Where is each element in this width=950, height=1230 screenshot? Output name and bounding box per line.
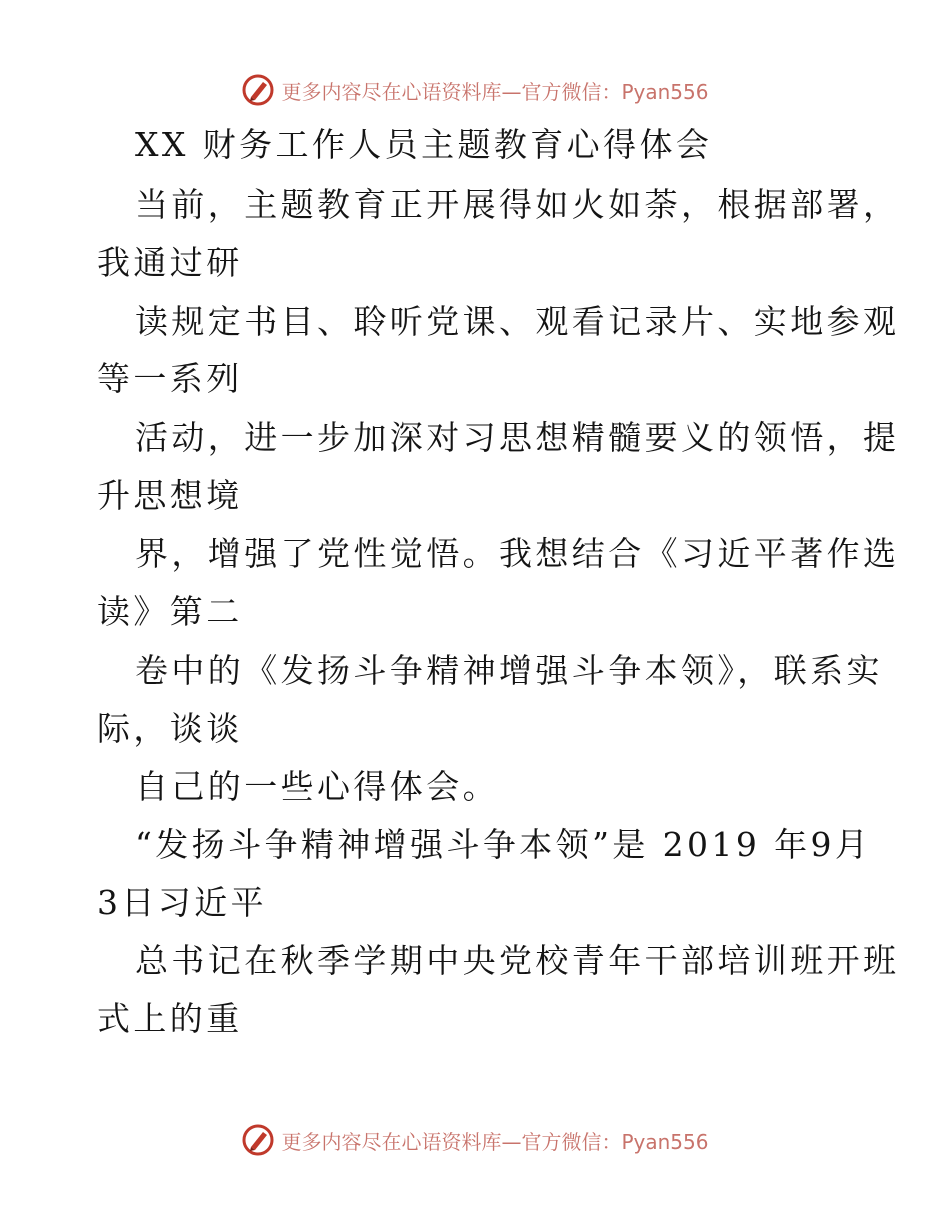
paragraph-line: 读规定书目、聆听党课、观看记录片、实地参观	[135, 302, 900, 341]
footer-banner-text: 更多内容尽在心语资料库—官方微信：Pyan556	[281, 1129, 709, 1154]
paragraph-line: 总书记在秋季学期中央党校青年干部培训班开班	[135, 941, 900, 980]
paragraph-line: 活动，进一步加深对习思想精髓要义的领悟，提	[135, 418, 900, 457]
paragraph-line: 卷中的《发扬斗争精神增强斗争本领》，联系实	[135, 651, 883, 690]
paragraph-line: “发扬斗争精神增强斗争本领”是 2019 年9月	[135, 825, 872, 864]
paragraph-line: 升思想境	[97, 476, 243, 515]
paragraph-line: 界，增强了党性觉悟。我想结合《习近平著作选	[135, 534, 900, 573]
paragraph-line: 我通过研	[97, 243, 243, 282]
paragraph-line: 3日习近平	[97, 883, 267, 922]
paragraph-line: 当前，主题教育正开展得如火如荼，根据部署，	[135, 185, 900, 224]
document-title: XX 财务工作人员主题教育心得体会	[135, 125, 713, 164]
footer-banner	[0, 1120, 950, 1160]
paragraph-line: 自己的一些心得体会。	[135, 767, 499, 806]
paragraph-line: 等一系列	[97, 359, 243, 398]
paragraph-line: 式上的重	[97, 999, 243, 1038]
header-banner-text: 更多内容尽在心语资料库—官方微信：Pyan556	[281, 79, 709, 104]
paragraph-line: 际，谈谈	[97, 709, 243, 748]
pen-logo-icon	[241, 1123, 275, 1157]
paragraph-line: 读》第二	[97, 592, 243, 631]
